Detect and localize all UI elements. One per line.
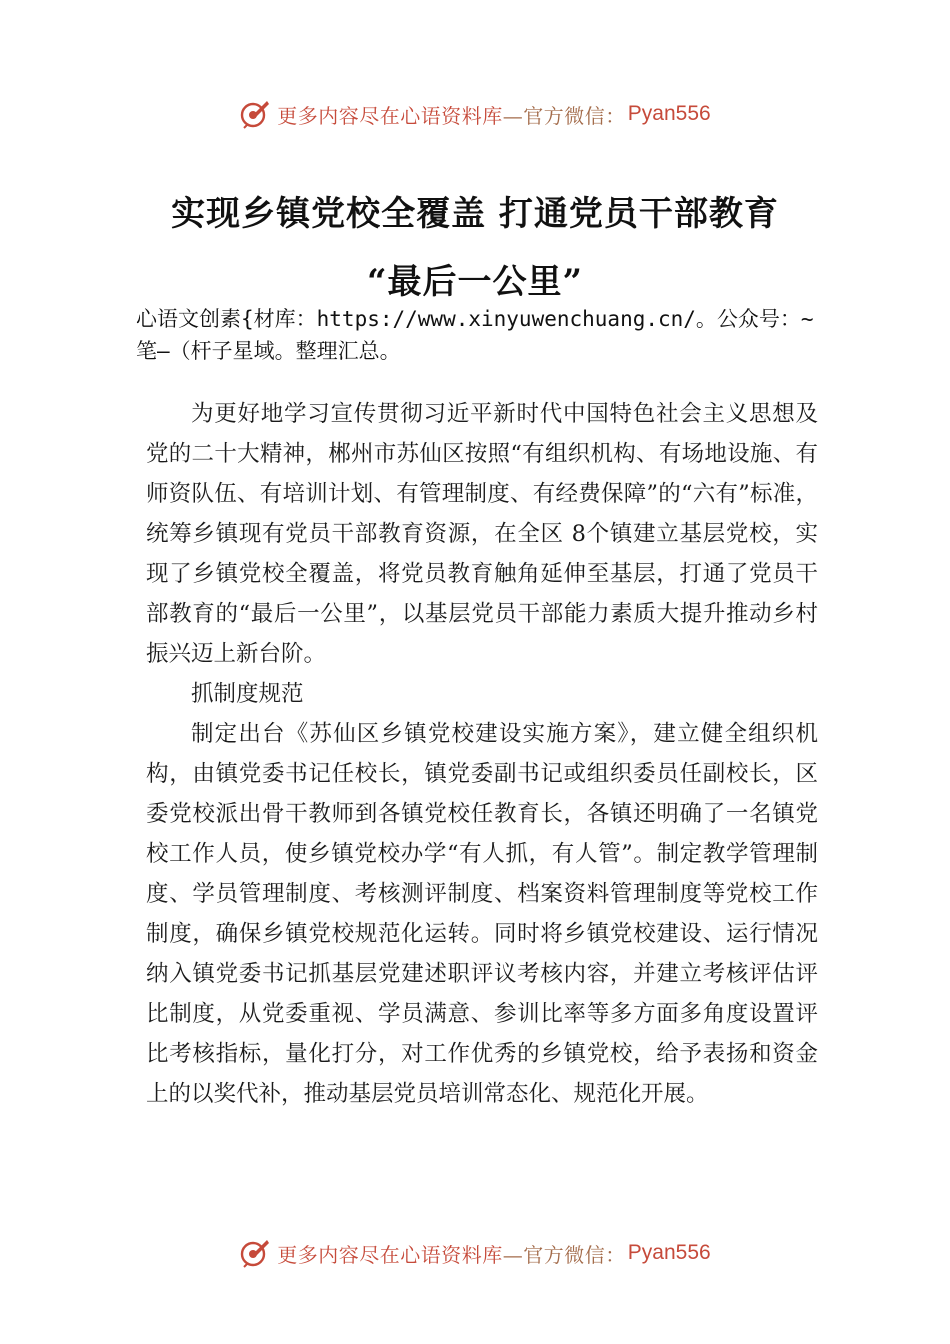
footer-banner bbox=[0, 1228, 950, 1278]
body-paragraph: 制定出台《苏仙区乡镇党校建设实施方案》，建立健全组织机构，由镇党委书记任校长，镇党委副书记或组织委员任副校长，区委党校派出骨干教师到各镇党校任教育长，各镇还明确了一名镇党校工作人员，使乡镇党校办学“有人抓，有人管”。制定教学管理制度、学员管理制度、考核测评制度、档案资料管理制度等党校工作制度，确保乡镇党校规范化运转。同时将乡镇党校建设、运行情况纳入镇党委书记抓基层党建述职评议考核内容，并建立考核评估评比制度，从党委重视、学员满意、参训比率等多方面多角度设置评比考核指标，量化打分，对工作优秀的乡镇党校，给予表扬和资金上的以奖代补，推动基层党员培训常态化、规范化开展。 bbox=[146, 721, 818, 1107]
banner-wechat-label: —官方微信： bbox=[502, 1242, 626, 1267]
quill-logo-icon bbox=[239, 98, 271, 130]
body-paragraph: 为更好地学习宣传贯彻习近平新时代中国特色社会主义思想及党的二十大精神，郴州市苏仙区按照“有组织机构、有场地设施、有师资队伍、有培训计划、有管理制度、有经费保障”的“六有”标准，统筹乡镇现有党员干部教育资源，在全区 8个镇建立基层党校，实现了乡镇党校全覆盖，将党员教育触角延伸至基层，打通了党员干部教育的“最后一公里”，以基层党员干部能力素质大提升推动乡村振兴迈上新台阶。 bbox=[146, 401, 818, 667]
header-banner bbox=[0, 89, 950, 139]
section-heading: 抓制度规范 bbox=[191, 681, 304, 707]
source-note: 心语文创素{材库：https://www.xinyuwenchuang.cn/。公众号：~笔—（杆子星域。整理汇总。 bbox=[136, 307, 814, 363]
banner-wechat-id: Pyan556 bbox=[627, 102, 711, 125]
article-title-line2: “最后一公里” bbox=[366, 262, 584, 302]
banner-wechat-label: —官方微信： bbox=[502, 103, 626, 128]
article-body bbox=[146, 394, 818, 1114]
article-title-line1: 实现乡镇党校全覆盖 打通党员干部教育 bbox=[171, 194, 779, 234]
banner-text: 更多内容尽在心语资料库 bbox=[277, 103, 503, 128]
quill-logo-icon bbox=[239, 1237, 271, 1269]
banner-wechat-id: Pyan556 bbox=[627, 1241, 711, 1264]
banner-text: 更多内容尽在心语资料库 bbox=[277, 1242, 503, 1267]
